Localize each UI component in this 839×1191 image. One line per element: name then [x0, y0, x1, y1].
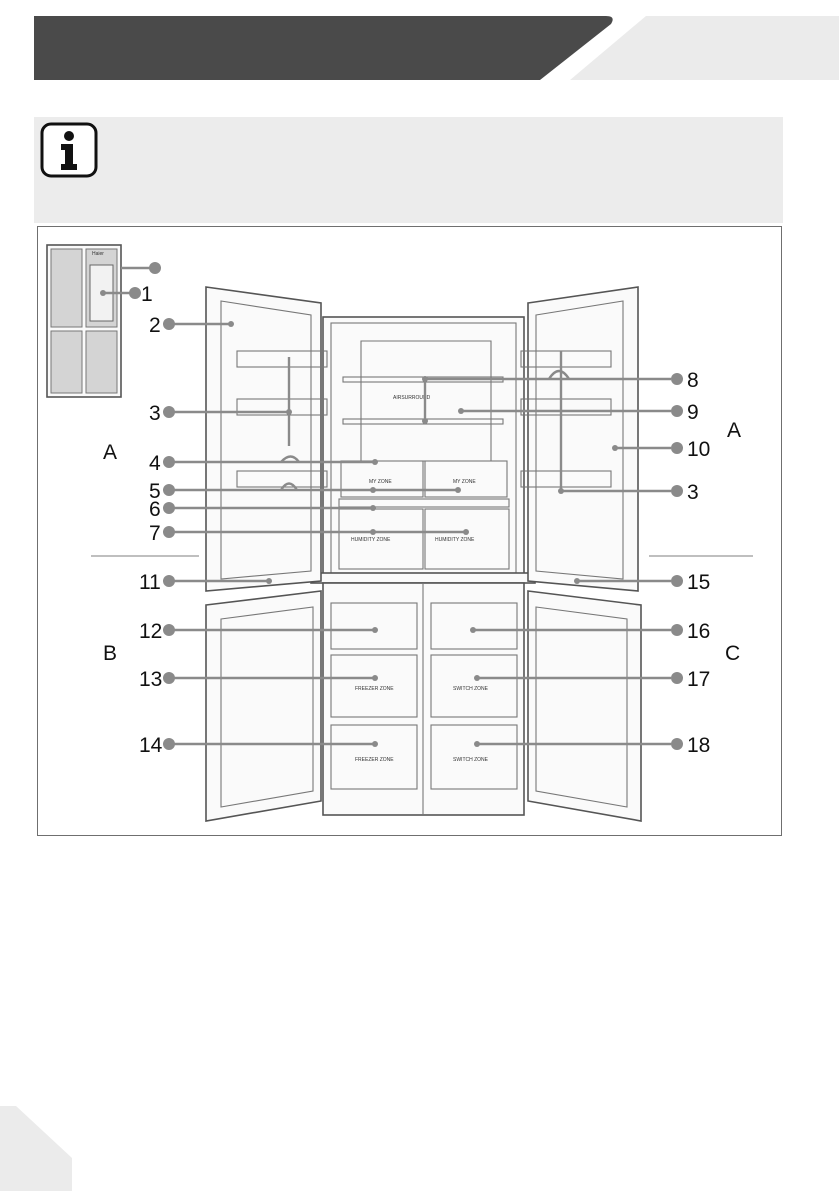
callout-12: 12	[139, 620, 163, 643]
callout-13: 13	[139, 668, 163, 691]
callout-2: 2	[149, 314, 161, 337]
header-band	[0, 0, 839, 90]
zone-letter-c: C	[725, 642, 741, 665]
humidity-right-text: HUMIDITY ZONE	[435, 537, 475, 543]
callout-8: 8	[687, 369, 699, 392]
airflow-logo-text: AIRSURROUND	[393, 395, 431, 401]
freezer-zone-2-text: FREEZER ZONE	[355, 757, 394, 763]
callout-17: 17	[687, 668, 711, 691]
callout-4: 4	[149, 452, 161, 475]
callout-16: 16	[687, 620, 711, 643]
fridge-cabinet	[311, 317, 535, 815]
callout-18: 18	[687, 734, 711, 757]
humidity-left-text: HUMIDITY ZONE	[351, 537, 391, 543]
fridge-figure	[37, 226, 782, 836]
callout-1: 1	[141, 283, 153, 306]
zone-letter-b: B	[103, 642, 118, 665]
page-corner-tab	[0, 1090, 90, 1191]
callout-9: 9	[687, 401, 699, 424]
info-icon	[40, 122, 98, 178]
callout-3-right: 3	[687, 481, 699, 504]
switch-zone-2-text: SWITCH ZONE	[453, 757, 488, 763]
my-zone-right-text: MY ZONE	[453, 479, 476, 485]
thumbnail-brand: Haier	[92, 251, 104, 257]
switch-zone-1-text: SWITCH ZONE	[453, 686, 488, 692]
my-zone-left-text: MY ZONE	[369, 479, 392, 485]
callout-11: 11	[139, 571, 161, 594]
callout-3-left: 3	[149, 402, 161, 425]
callout-5: 5	[149, 480, 161, 503]
callout-10: 10	[687, 438, 711, 461]
freezer-zone-1-text: FREEZER ZONE	[355, 686, 394, 692]
callout-14: 14	[139, 734, 163, 757]
info-box	[34, 117, 783, 223]
zone-letter-a-left: A	[103, 441, 118, 464]
callout-15: 15	[687, 571, 711, 594]
callout-6: 6	[149, 498, 161, 521]
fridge-thumbnail	[47, 245, 121, 397]
zone-letter-a-right: A	[727, 419, 742, 442]
callout-7: 7	[149, 522, 161, 545]
